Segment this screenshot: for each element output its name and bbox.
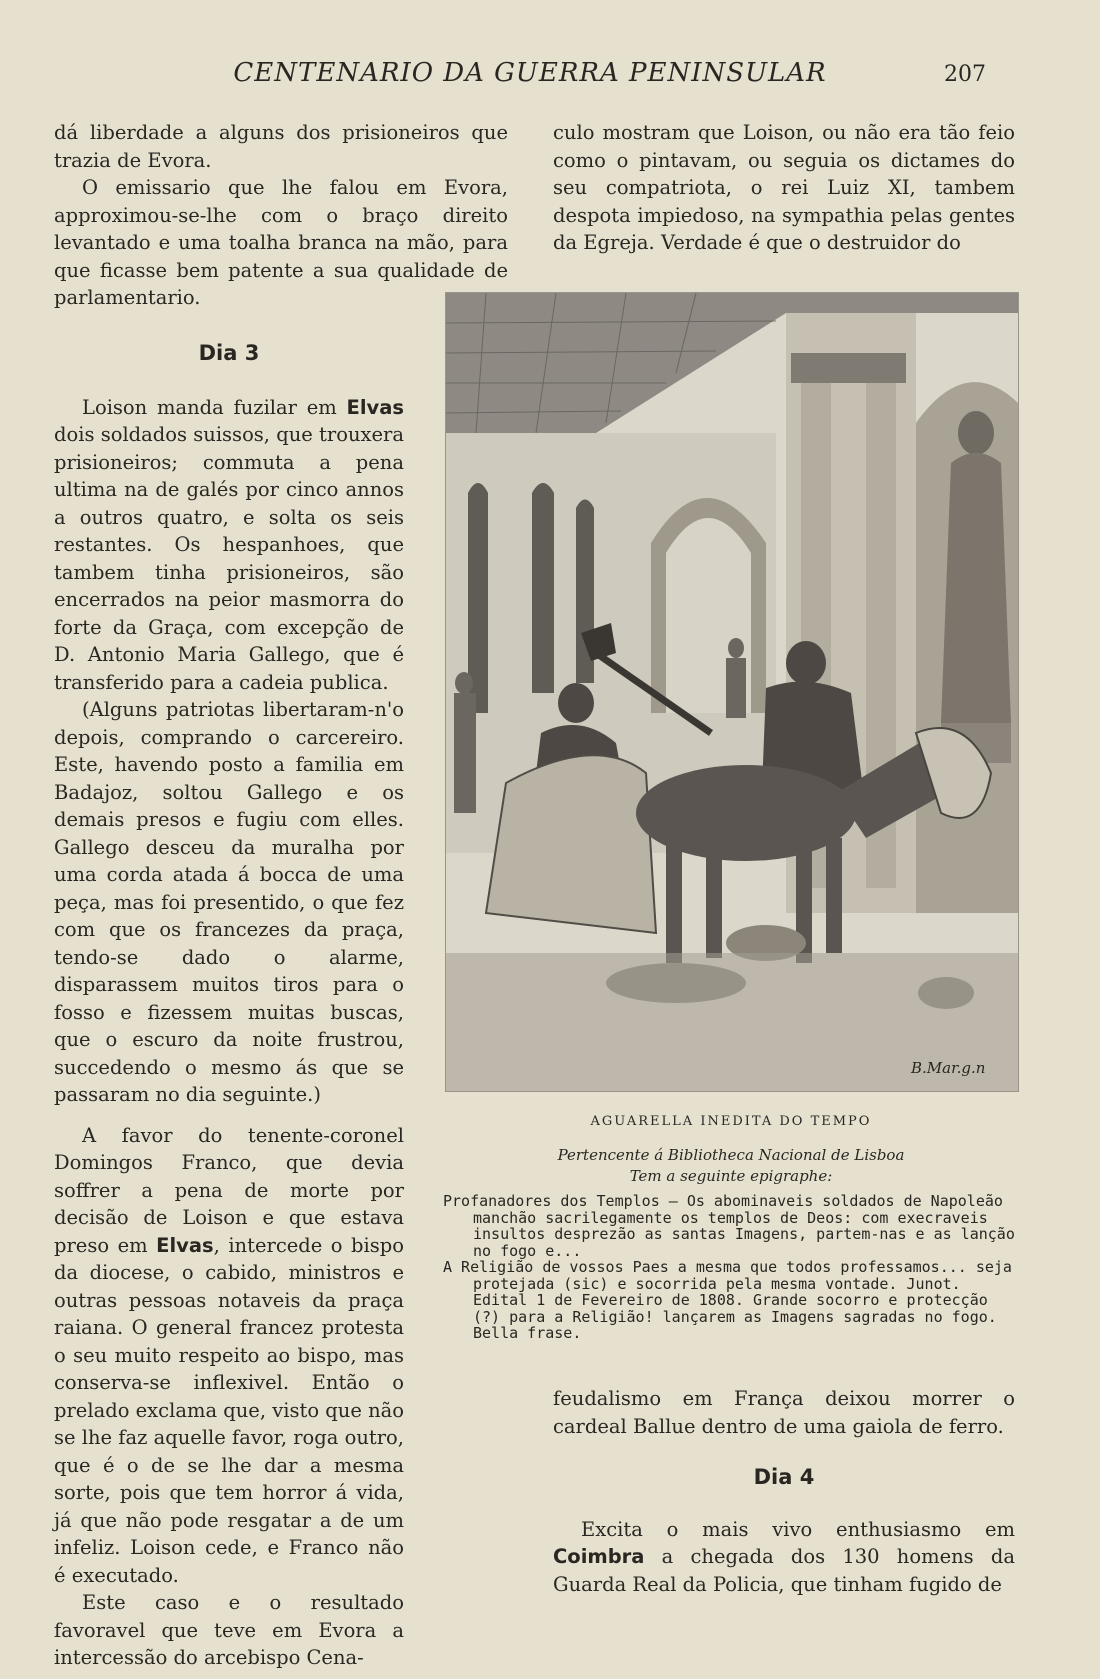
epigraph: [443, 1193, 1019, 1342]
section-heading-dia-3: Dia 3: [198, 341, 260, 365]
caption-title: AGUARELLA INEDITA DO TEMPO: [590, 1114, 872, 1129]
artist-signature: B.Mar.g.n: [911, 1059, 986, 1077]
paragraph-loison-fuzilar: Loison manda fuzilar em Elvas dois soldados suissos, que trouxera prisioneiros; commuta a pena ultima na de galés por cinco annos a outros quatro, e solta os seis restantes. Os hespanhoes, que tambem tinha prisioneiros, são encerrados na peior masmorra do forte da Graça, com excepção de D. Antonio Maria Gallego, que é transferido para a cadeia publica.: [54, 395, 404, 694]
paragraph-patriotas: (Alguns patriotas libertaram-n'o depois, comprando o carcereiro. Este, havendo posto a familia em Badajoz, soltou Gallego e os demais presos e fugiu com elles. Gallego desceu da muralha por uma corda atada á bocca de uma peça, mas foi presentido, o que fez com que os francezes da praça, tendo-se dado o alarme, disparassem muitos tiros para o fosso e fizessem muitas buscas, que o escuro da noite frustrou, succedendo o mesmo ás que se passaram no dia seguinte.): [54, 698, 404, 1106]
section-heading-dia-4: Dia 4: [753, 1465, 815, 1489]
paragraph-emissario: O emissario que lhe falou em Evora, approximou-se-lhe com o braço direito levantado e uma toalha branca na mão, para que ficasse bem patente a sua qualidade de parlamentario.: [54, 176, 508, 309]
epigraph-profanadores: Profanadores dos Templos — Os abominaveis soldados de Napoleão manchão sacrilegamente os templos de Deos: com execraveis insultos desprezão as santas Imagens, partem-nas e as lanção no fogo e...: [443, 1192, 1015, 1260]
paragraph-feudalismo: feudalismo em França deixou morrer o cardeal Ballue dentro de uma gaiola de ferro.: [553, 1387, 1015, 1438]
illustration-drawing: [446, 293, 1018, 1091]
page-number: 207: [944, 62, 986, 87]
left-column-top: [54, 119, 508, 312]
place-elvas: Elvas: [346, 395, 404, 419]
caption-source: Pertencente á Bibliotheca Nacional de Lisboa: [557, 1146, 905, 1164]
paragraph-coimbra: Excita o mais vivo enthusiasmo em Coimbra a chegada dos 130 homens da Guarda Real da Policia, que tinham fugido de: [553, 1517, 1015, 1596]
place-coimbra: Coimbra: [553, 1545, 645, 1568]
place-elvas-2: Elvas: [156, 1233, 214, 1257]
left-column-middle: [54, 340, 404, 1672]
caption-epigraph-intro: Tem a seguinte epigraphe:: [629, 1167, 833, 1185]
epigraph-religiao: A Religião de vossos Paes a mesma que todos professamos... seja protejada (sic) e socorrida pela mesma vontade. Junot. Edital 1 de Fevereiro de 1808. Grande socorro e protecção (?) para a Religião! lançarem as Imagens sagradas no fogo. Bella frase.: [443, 1258, 1012, 1342]
right-column-top: [553, 119, 1015, 257]
paragraph-caso-evora: Este caso e o resultado favoravel que teve em Evora a intercessão do arcebispo Cena-: [54, 1591, 404, 1669]
paragraph-franco: A favor do tenente-coronel Domingos Franco, que devia soffrer a pena de morte por decisão de Loison e que estava preso em Elvas, intercede o bispo da diocese, o cabido, ministros e outras pessoas notaveis da praça raiana. O general francez protesta o seu muito respeito ao bispo, mas conserva-se inflexivel. Então o prelado exclama que, visto que não se lhe faz aquelle favor, roga outro, que é o de se lhe dar a mesma sorte, pois que tem horror á vida, já que não pode resgatar a de um infeliz. Loison cede, e Franco não é executado.: [54, 1123, 404, 1587]
right-column-bottom: [553, 1385, 1015, 1598]
running-title: CENTENARIO DA GUERRA PENINSULAR: [233, 58, 827, 88]
paragraph-continuation: dá liberdade a alguns dos prisioneiros que trazia de Evora.: [54, 121, 508, 172]
paragraph-culo: culo mostram que Loison, ou não era tão feio como o pintavam, ou seguia os dictames do seu compatriota, o rei Luiz XI, tambem despota impiedoso, na sympathia pelas gentes da Egreja. Verdade é que o destruidor do: [553, 121, 1015, 254]
watercolor-illustration: [445, 292, 1019, 1092]
